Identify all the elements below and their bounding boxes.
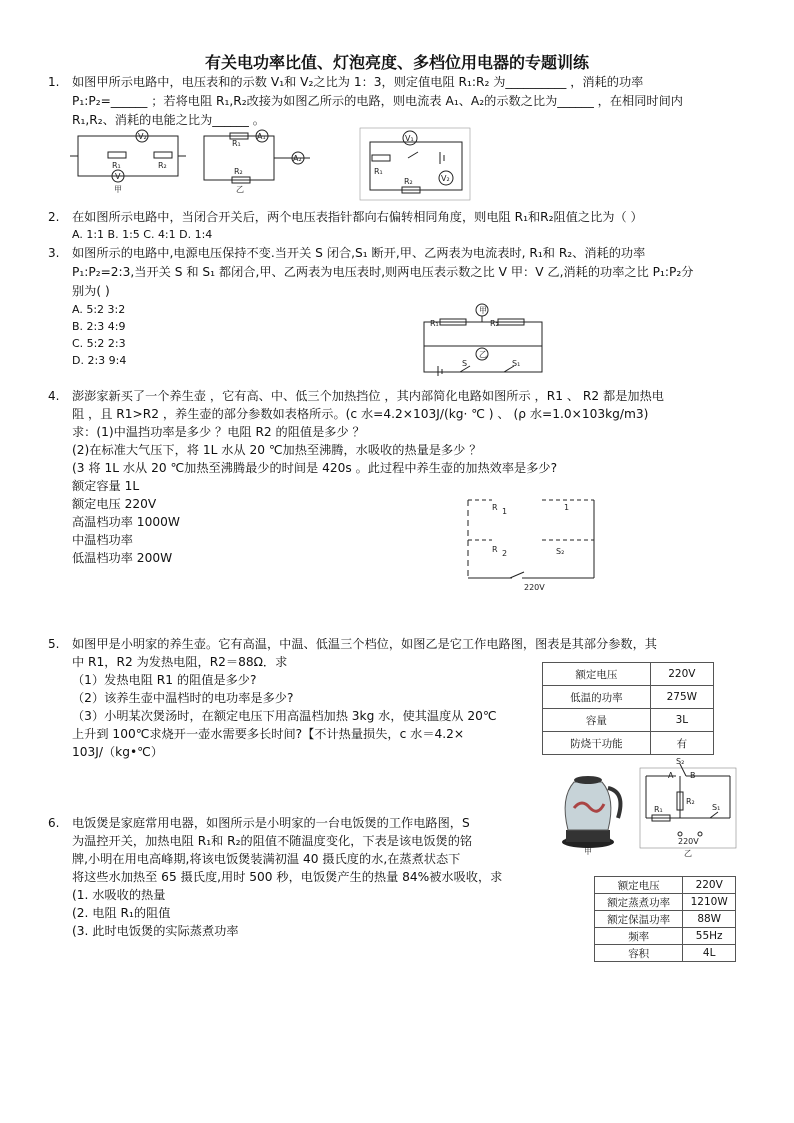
q1-yi-a1-label: A₁ (257, 132, 266, 141)
q2-line: 在如图所示电路中，当闭合开关后，两个电压表指针都向右偏转相同角度，则电阻 R₁和R₂阻值之比为（ ） (72, 210, 643, 224)
q1-jia-r1-label: R₁ (112, 161, 121, 170)
q4-r2-label: R (492, 545, 498, 554)
q3-s1-label: S₁ (512, 359, 521, 368)
q1-third-v2-label: V₂ (441, 174, 450, 183)
q6-table-label: 额定保温功率 (595, 911, 683, 928)
q6-table-value: 4L (683, 945, 736, 962)
q5-line-5: （3）小明某次煲汤时，在额定电压下用高温档加热 3kg 水，使其温度从 20℃ (72, 709, 497, 723)
q6-table-value: 1210W (683, 894, 736, 911)
q1-yi-a2-label: A₂ (293, 154, 302, 163)
q6-table-label: 额定电压 (595, 877, 683, 894)
q4-circuit (462, 488, 602, 594)
q4-line-1: 澎澎家新买了一个养生壶 ，它有高、中、低三个加热挡位 ，其内部简化电路如图所示 ，R1 、 R2 都是加热电 (72, 389, 664, 403)
q6-line-4: 将这些水加热至 65 摄氏度,用时 500 秒，电饭煲产生的热量 84%被水吸收，求 (72, 870, 503, 884)
q4-r2-sub: 2 (502, 549, 508, 558)
q5-r1-label: R₁ (654, 805, 663, 814)
q5-s2-label: S₂ (676, 757, 685, 766)
q5-yi-caption: 乙 (684, 849, 692, 858)
q6-table-value: 220V (683, 877, 736, 894)
q4-voltage-label: 220V (524, 583, 545, 592)
q1-jia-caption: 甲 (114, 185, 122, 194)
q3-option-a: A. 5:2 3:2 (72, 303, 126, 316)
q5-line-4: （2）该养生壶中温档时的电功率是多少? (72, 691, 294, 705)
q6-table-label: 额定蒸煮功率 (595, 894, 683, 911)
q5-line-1: 如图甲是小明家的养生壶。它有高温，中温、低温三个档位，如图乙是它工作电路图，图表是其部分参数，其 (72, 637, 657, 651)
q3-meter-jia: 甲 (479, 306, 487, 315)
q5-table-label: 防烧干功能 (543, 732, 651, 755)
q4-spec-high: 高温档功率 1000W (72, 515, 180, 529)
q5-table-value: 220V (650, 663, 713, 686)
q1-circuit-jia (70, 130, 190, 192)
q4-r1-sub: 1 (502, 507, 508, 516)
q5-jia-caption: 甲 (584, 847, 592, 856)
q5-table-label: 额定电压 (543, 663, 651, 686)
q5-line-2: 中 R1，R2 为发热电阻，R2＝88Ω．求 (72, 655, 288, 669)
q1-jia-v-label: V (115, 172, 121, 181)
q6-table-label: 频率 (595, 928, 683, 945)
q1-line-3: R₁,R₂、消耗的电能之比为______ 。 (72, 113, 265, 127)
q1-third-v1-label: V₁ (405, 134, 414, 143)
q5-kettle-image (552, 768, 630, 858)
q1-jia-r2-label: R₂ (158, 161, 167, 170)
q5-line-7: 103J/（kg•℃） (72, 745, 164, 759)
q4-s1-label: 1 (564, 503, 570, 512)
q3-number: 3. (48, 246, 60, 260)
q6-line-7: (3. 此时电饭煲的实际蒸煮功率 (72, 924, 239, 938)
q4-s2-label: S₂ (556, 547, 565, 556)
q5-b-label: B (690, 771, 696, 780)
q4-spec-capacity: 额定容量 1L (72, 479, 140, 493)
q6-line-6: (2. 电阻 R₁的阻值 (72, 906, 171, 920)
q1-number: 1. (48, 75, 60, 89)
q5-r2-label: R₂ (686, 797, 695, 806)
q1-third-r2-label: R₂ (404, 177, 413, 186)
q5-spec-table (542, 662, 714, 755)
q5-line-6: 上升到 100℃求烧开一壶水需要多长时间?【不计热量损失，c 水＝4.2× (72, 727, 465, 741)
q4-r1-label: R (492, 503, 498, 512)
q6-table-value: 55Hz (683, 928, 736, 945)
q5-line-3: （1）发热电阻 R1 的阻值是多少? (72, 673, 257, 687)
q3-r2-label: R₂ (490, 319, 499, 328)
q5-s1-label: S₁ (712, 803, 721, 812)
q4-line-4: (2)在标准大气压下，将 1L 水从 20 ℃加热至沸腾，水吸收的热量是多少 ？ (72, 443, 482, 457)
q3-s-label: S (462, 359, 468, 368)
q5-table-value: 有 (650, 732, 713, 755)
q4-spec-mid: 中温档功率 (72, 533, 133, 547)
q3-r1-label: R₁ (430, 319, 439, 328)
q4-number: 4. (48, 389, 60, 403)
q1-yi-caption: 乙 (236, 185, 244, 194)
q5-number: 5. (48, 637, 60, 651)
q3-option-b: B. 2:3 4:9 (72, 320, 126, 333)
q1-circuit-yi (200, 128, 315, 192)
q4-line-2: 阻 ，且 R1>R2 ，养生壶的部分参数如表格所示。(c 水=4.2×103J/(kg· ℃ ) 、 (ρ 水=1.0×103kg/m3) (72, 407, 649, 421)
q3-option-c: C. 5:2 2:3 (72, 337, 126, 350)
q3-line-1: 如图所示的电路中,电源电压保持不变.当开关 S 闭合,S₁ 断开,甲、乙两表为电流表时, R₁和 R₂、消耗的功率 (72, 246, 646, 260)
q6-line-3: 牌,小明在用电高峰期,将该电饭煲装满初温 40 摄氏度的水,在蒸煮状态下 (72, 852, 461, 866)
q3-line-3: 别为( ) (72, 284, 110, 298)
q5-voltage-label: 220V (678, 837, 699, 846)
q3-meter-yi: 乙 (479, 350, 487, 359)
q4-line-5: (3 将 1L 水从 20 ℃加热至沸腾最少的时间是 420s 。此过程中养生壶的加热效率是多少? (72, 461, 558, 475)
q1-line-2: P₁:P₂=______ ；若将电阻 R₁,R₂改接为如图乙所示的电路，则电流表 A₁、A₂的示数之比为______ ，在相同时间内 (72, 94, 683, 108)
q3-option-d: D. 2:3 9:4 (72, 354, 127, 367)
q1-third-r1-label: R₁ (374, 167, 383, 176)
q5-a-label: A (668, 771, 674, 780)
q6-line-2: 为温控开关，加热电阻 R₁和 R₂的阻值不随温度变化，下表是该电饭煲的铭 (72, 834, 473, 848)
q1-circuit-third (360, 128, 470, 200)
q4-spec-low: 低温档功率 200W (72, 551, 173, 565)
q3-line-2: P₁:P₂=2:3,当开关 S 和 S₁ 都闭合,甲、乙两表为电压表时,则两电压表示数之比 V 甲：V 乙,消耗的功率之比 P₁:P₂分 (72, 265, 694, 279)
q1-jia-v2-label: V₂ (138, 132, 147, 141)
q1-yi-r1-label: R₁ (232, 139, 241, 148)
q6-line-1: 电饭煲是家庭常用电器，如图所示是小明家的一台电饭煲的工作电路图，S (72, 816, 470, 830)
q4-line-3: 求：(1)中温挡功率是多少 ？电阻 R2 的阻值是多少 ？ (72, 425, 365, 439)
page-title: 有关电功率比值、灯泡亮度、多档位用电器的专题训练 (204, 53, 589, 72)
q1-line-1: 如图甲所示电路中，电压表和的示数 V₁和 V₂之比为 1：3，则定值电阻 R₁:R₂ 为__________ ，消耗的功率 (72, 75, 644, 89)
q6-number: 6. (48, 816, 60, 830)
q6-table-label: 容积 (595, 945, 683, 962)
q6-nameplate-table (594, 876, 736, 962)
q5-table-label: 低温的功率 (543, 686, 651, 709)
q1-yi-r2-label: R₂ (234, 167, 243, 176)
q5-table-value: 275W (650, 686, 713, 709)
q4-spec-voltage: 额定电压 220V (72, 497, 157, 511)
q5-table-label: 容量 (543, 709, 651, 732)
q2-number: 2. (48, 210, 60, 224)
q6-line-5: (1. 水吸收的热量 (72, 888, 166, 902)
q5-circuit-yi (640, 758, 738, 860)
q6-table-value: 88W (683, 911, 736, 928)
q5-table-value: 3L (650, 709, 713, 732)
q2-options: A. 1:1 B. 1:5 C. 4:1 D. 1:4 (72, 228, 213, 241)
q3-circuit (420, 302, 544, 374)
